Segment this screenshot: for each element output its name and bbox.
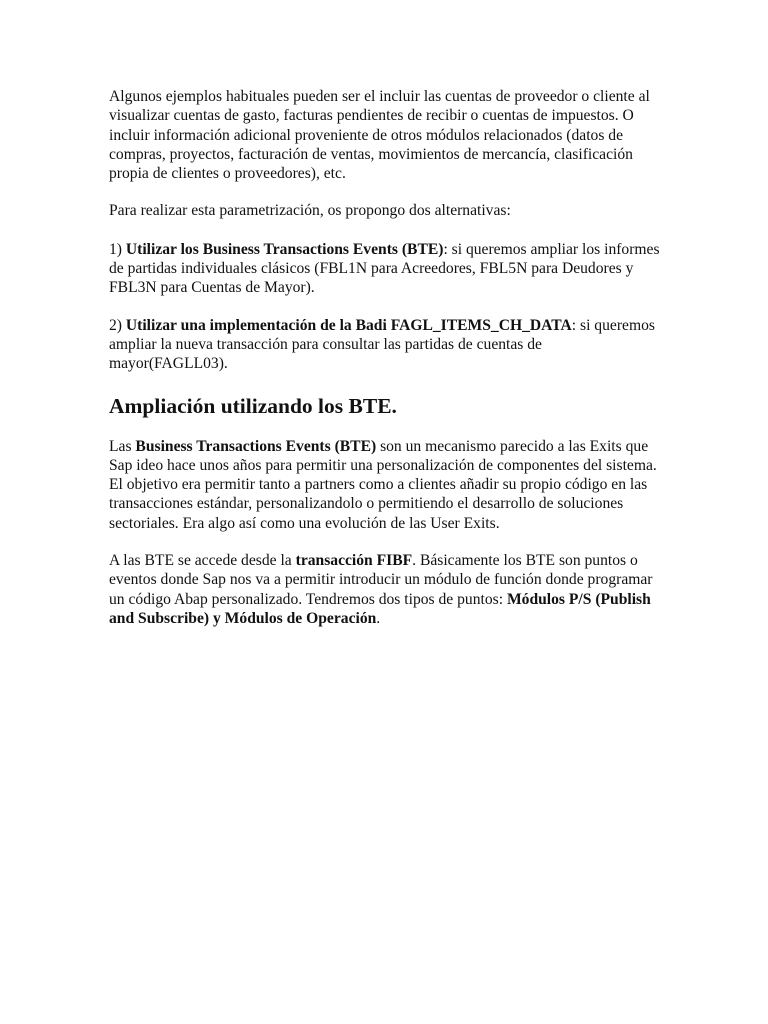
bte-description-pre: Las (109, 437, 136, 455)
option-1-description: : si queremos ampliar los informes de partidas individuales clásicos (FBL1N para Acreedores, FBL5N para Deudores y FBL3N para Cuentas de Mayor). (109, 240, 660, 297)
option-2-paragraph (109, 316, 661, 374)
intro-paragraph: Algunos ejemplos habituales pueden ser el incluir las cuentas de proveedor o cliente al visualizar cuentas de gasto, facturas pendientes de recibir o cuentas de impuestos. O incluir información adicional proveniente de otros módulos relacionados (datos de compras, proyectos, facturación de ventas, movimientos de mercancía, clasificación propia de clientes o proveedores), etc. (109, 88, 650, 183)
bte-term: Business Transactions Events (BTE) (135, 437, 377, 455)
bte-access-pre: A las BTE se accede desde la (109, 552, 296, 570)
alternatives-paragraph: Para realizar esta parametrización, os propongo dos alternativas: (109, 202, 511, 220)
bte-access-end: . (376, 609, 381, 627)
option-2-number: 2) (109, 316, 126, 334)
bte-access-paragraph (109, 551, 661, 628)
option-1-paragraph (109, 240, 661, 298)
transaction-fibf-term: transacción FIBF (295, 552, 413, 570)
option-2-title: Utilizar una implementación de la Badi FAGL_ITEMS_CH_DATA (125, 316, 572, 334)
option-1-number: 1) (109, 240, 126, 258)
module-types-term: Módulos P/S (Publish and Subscribe) y Módulos de Operación (109, 590, 651, 627)
option-2-description: : si queremos ampliar la nueva transacción para consultar las partidas de cuentas de mayor(FAGLL03). (109, 316, 655, 373)
bte-description-rest: son un mecanismo parecido a las Exits que Sap ideo hace unos años para permitir una personalización de componentes del sistema. El objetivo era permitir tanto a partners como a clientes añadir su propio código en las transacciones estándar, personalizandolo o permitiendo el desarrollo de soluciones sectoriales. Era algo así como una evolución de las User Exits. (109, 437, 657, 532)
bte-description-paragraph (109, 437, 661, 533)
section-heading: Ampliación utilizando los BTE. (109, 393, 397, 418)
document-page (109, 87, 661, 628)
option-1-title: Utilizar los Business Transactions Events (BTE) (125, 240, 444, 258)
bte-access-mid: . Básicamente los BTE son puntos o eventos donde Sap nos va a permitir introducir un módulo de función donde programar un código Abap personalizado. Tendremos dos tipos de puntos: (109, 552, 653, 608)
